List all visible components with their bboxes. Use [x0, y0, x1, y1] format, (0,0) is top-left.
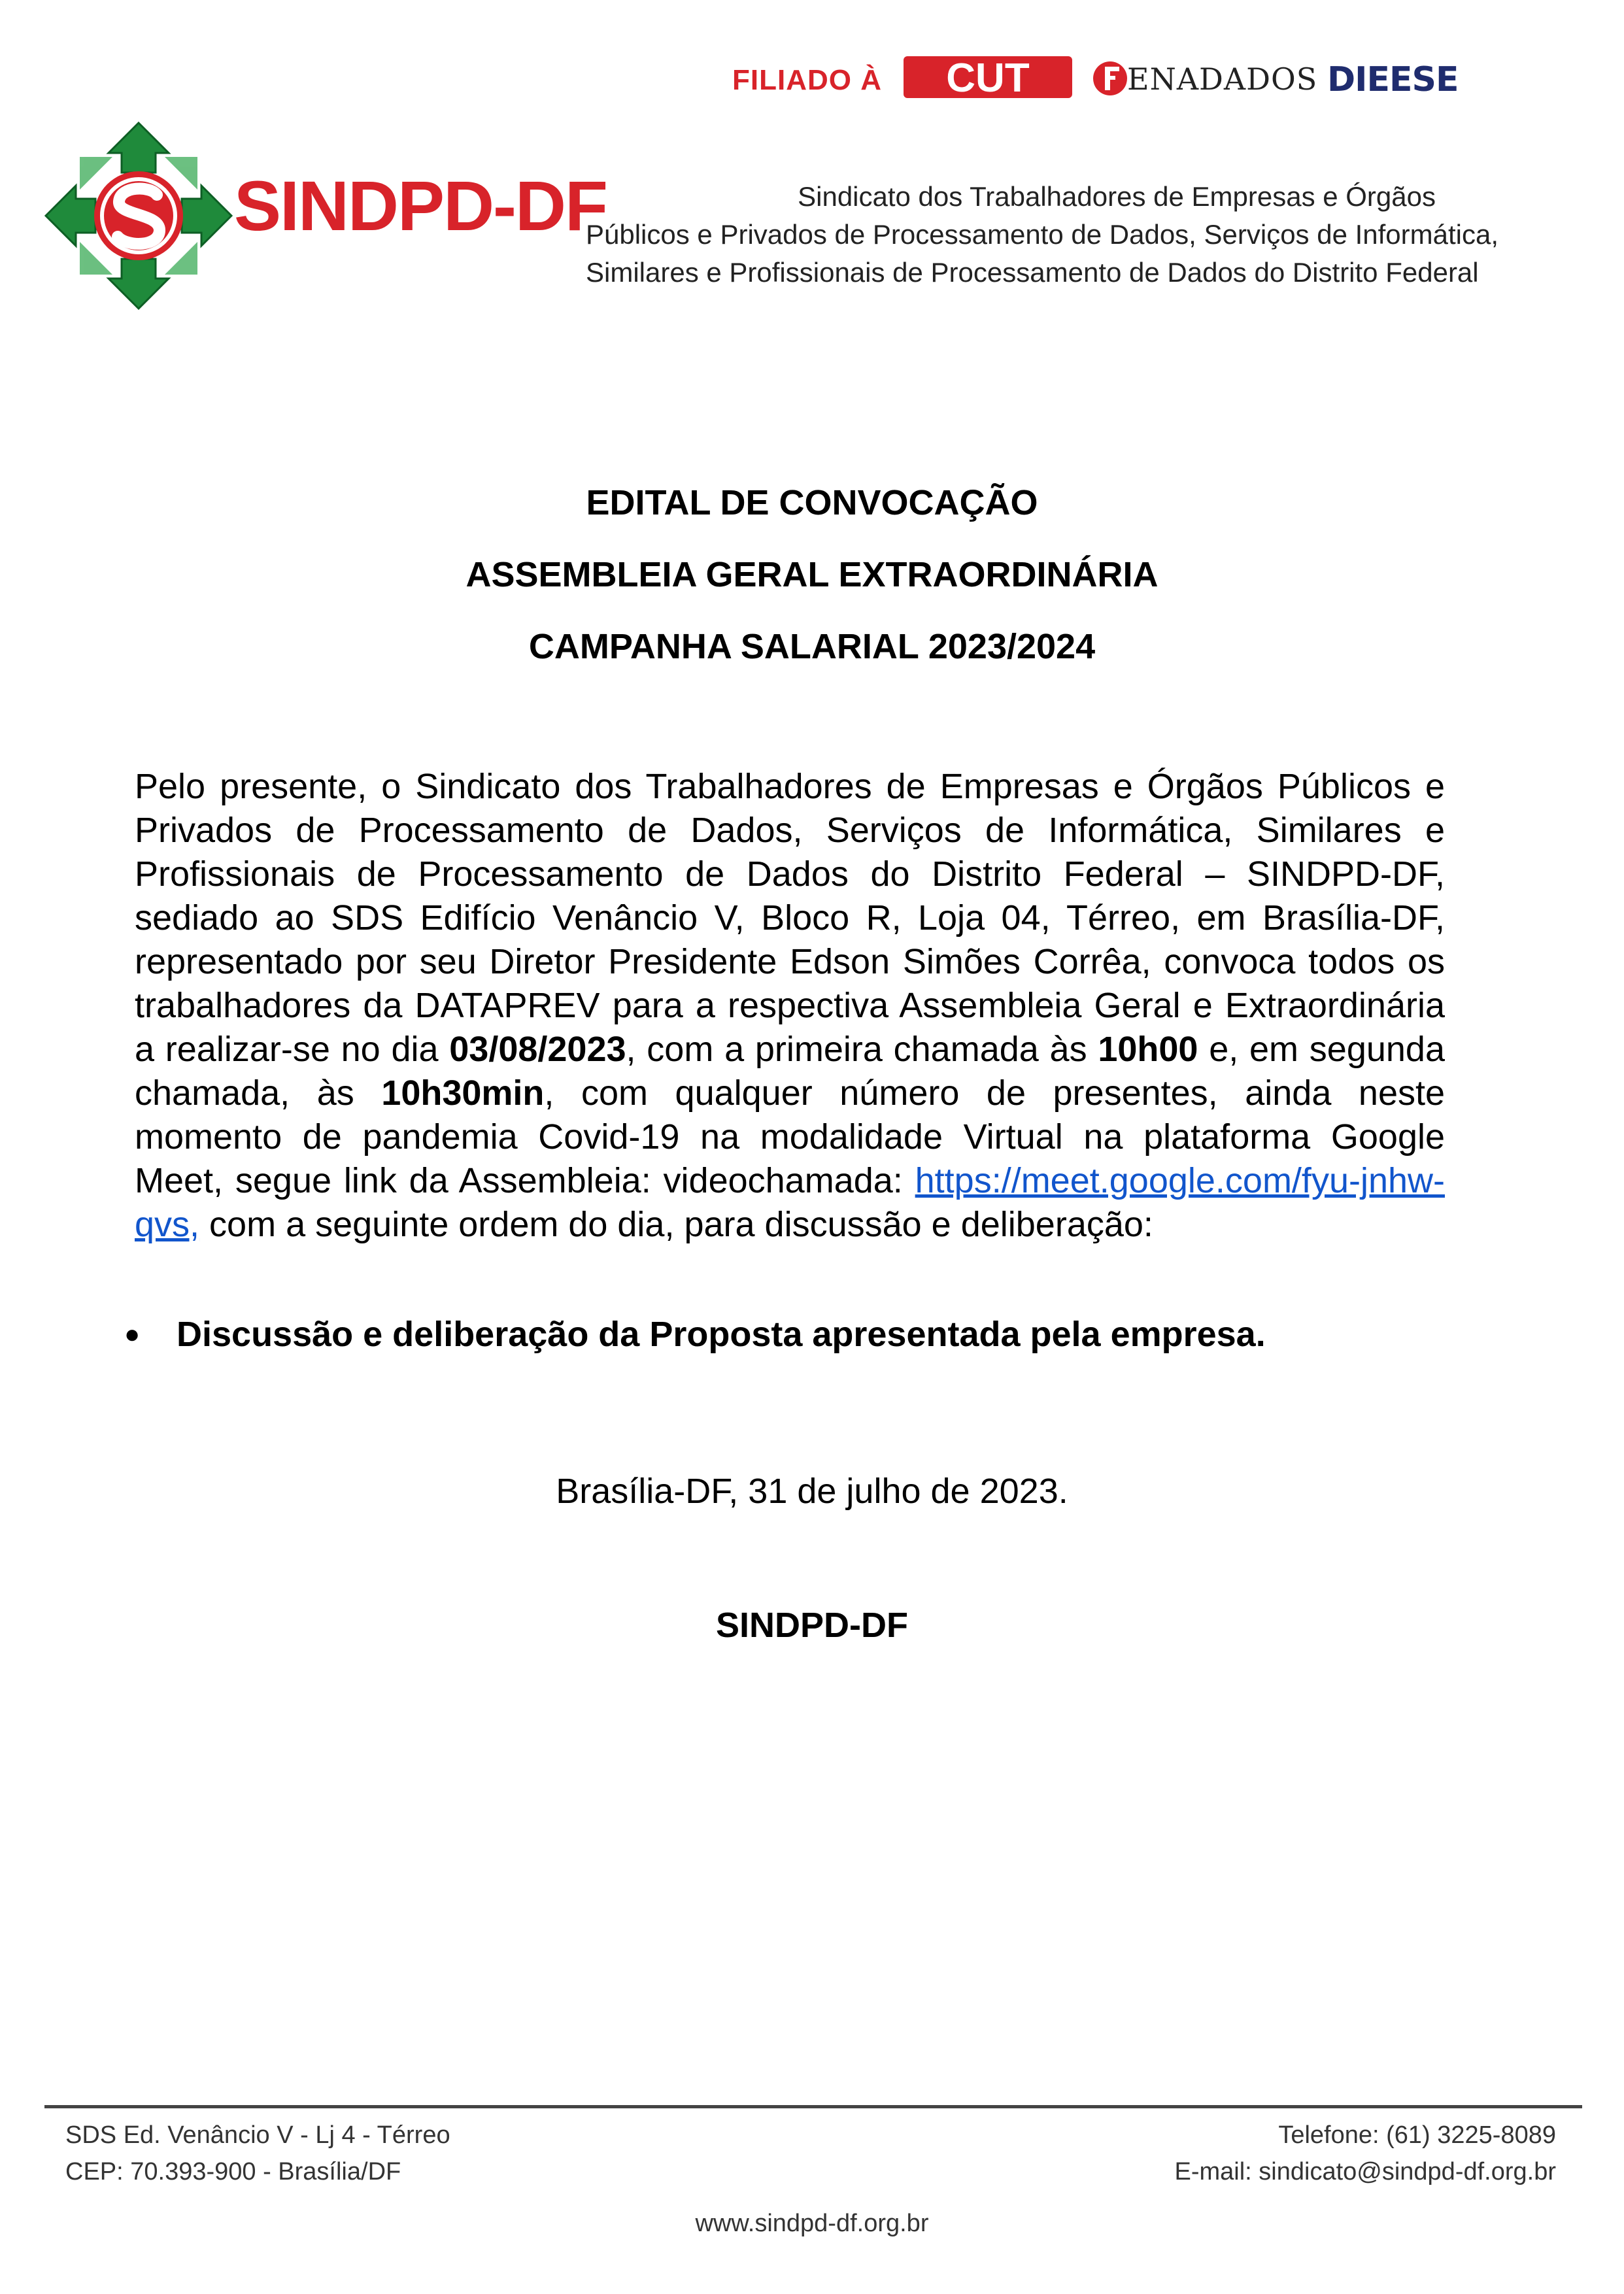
first-call-time: 10h00: [1098, 1030, 1198, 1069]
title-campanha: CAMPANHA SALARIAL 2023/2024: [528, 627, 1096, 666]
union-fullname-line: Públicos e Privados de Processamento de Dados, Serviços de Informática,: [586, 219, 1499, 250]
footer-website: www.sindpd-df.org.br: [695, 2210, 929, 2237]
dieese-logo-text: DIEESE: [1327, 60, 1459, 99]
body-text-part: e, em segunda chamada, às: [135, 1030, 1445, 1113]
fenadados-logo: [1091, 55, 1318, 101]
sindpd-wordmark: SINDPD-DF: [234, 166, 607, 245]
cut-logo: [904, 54, 1072, 101]
meeting-date: 03/08/2023: [449, 1030, 626, 1069]
body-text-part: , com a primeira chamada às: [626, 1030, 1098, 1069]
union-fullname: [586, 178, 1499, 292]
second-call-time: 10h30min: [381, 1073, 545, 1113]
affiliation-label: FILIADO À: [732, 64, 882, 96]
footer-address-line: CEP: 70.393-900 - Brasília/DF: [65, 2158, 401, 2185]
footer-contact: [1175, 2117, 1557, 2190]
agenda-item-text: Discussão e deliberação da Proposta apresentada pela empresa.: [177, 1315, 1266, 1354]
date-line: Brasília-DF, 31 de julho de 2023.: [556, 1472, 1068, 1511]
agenda-list-item: [124, 1314, 1445, 1355]
union-fullname-line: Sindicato dos Trabalhadores de Empresas e Órgãos: [798, 181, 1436, 212]
footer-address-line: SDS Ed. Venâncio V - Lj 4 - Térreo: [65, 2121, 450, 2149]
sindpd-emblem-icon: [41, 118, 237, 314]
convocation-paragraph: [135, 765, 1445, 1247]
title-assembleia: ASSEMBLEIA GERAL EXTRAORDINÁRIA: [465, 555, 1159, 594]
cut-logo-text: CUT: [946, 56, 1030, 101]
footer-divider: [44, 2105, 1582, 2108]
union-fullname-line: Similares e Profissionais de Processamento de Dados do Distrito Federal: [586, 257, 1479, 288]
signature: SINDPD-DF: [716, 1606, 908, 1645]
meet-link[interactable]: https://meet.google.com/fyu-jnhw-qvs,: [135, 1161, 1445, 1244]
title-edital: EDITAL DE CONVOCAÇÃO: [586, 483, 1038, 522]
footer-phone: Telefone: (61) 3225-8089: [1278, 2121, 1556, 2149]
body-text-part: , com qualquer número de presentes, ainda neste momento de pandemia Covid-19 na modalidade Virtual na plataforma Google Meet, segue link da Assembleia: videochamada:: [135, 1073, 1446, 1200]
dieese-logo: [1327, 60, 1517, 99]
body-text-part: com a seguinte ordem do dia, para discussão e deliberação:: [199, 1205, 1153, 1244]
body-text-part: Pelo presente, o Sindicato dos Trabalhadores de Empresas e Órgãos Públicos e Privados de Processamento de Dados, Serviços de Informática, Similares e Profissionais de Processamento de Dados do Distrito Federal – SINDPD-DF, sediado ao SDS Edifício Venâncio V, Bloco R, Loja 04, Térreo, em Brasília-DF, representado por seu Diretor Presidente Edson Simões Corrêa, convoca todos os trabalhadores da DATAPREV para a respectiva Assembleia Geral e Extraordinária a realizar-se no dia: [135, 767, 1445, 1069]
bullet-icon: ●: [124, 1319, 141, 1349]
fenadados-logo-text: ENADADOS: [1127, 61, 1318, 97]
footer-email: E-mail: sindicato@sindpd-df.org.br: [1174, 2158, 1556, 2185]
footer-address: [65, 2117, 450, 2190]
affiliation-logos: [732, 51, 1464, 110]
